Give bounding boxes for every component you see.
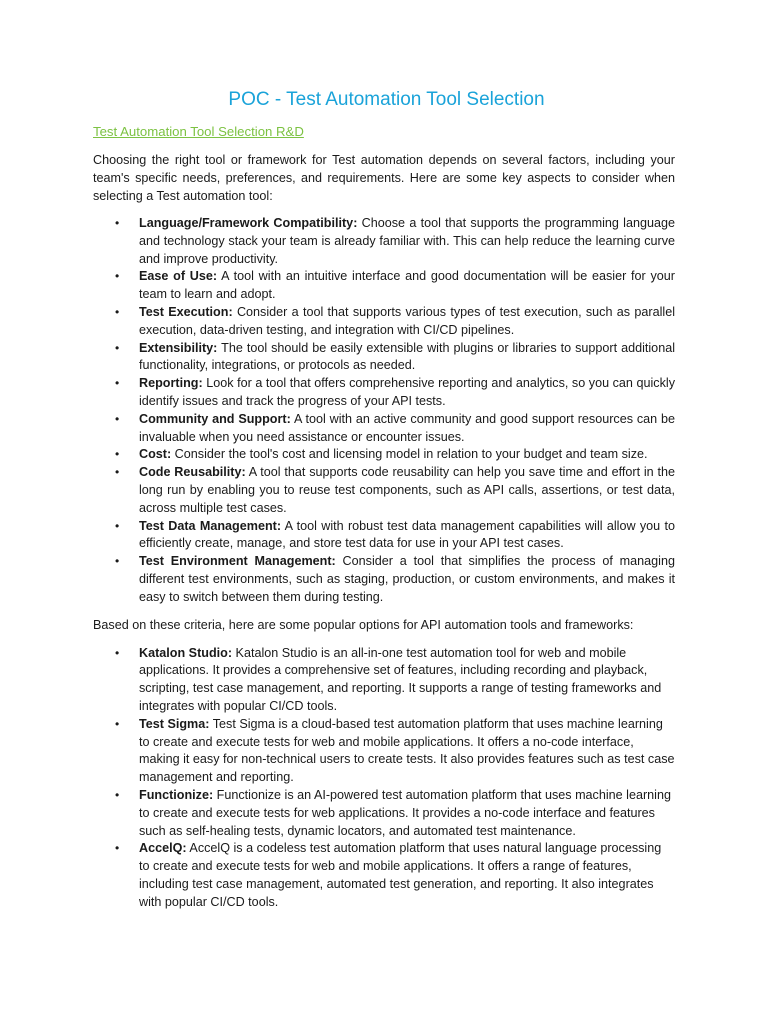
bullet-icon: • — [115, 841, 120, 856]
tool-text: AccelQ is a codeless test automation platform that uses natural language processing to create and execute tests for web and mobile applications. It offers a range of features, including test case management, automated test generation, and reporting. It also integrates with popular CI/CD tools. — [139, 841, 662, 909]
criteria-list — [93, 215, 675, 607]
bullet-icon: • — [115, 411, 120, 426]
criteria-term: Language/Framework Compatibility: — [139, 216, 358, 230]
list-item — [115, 340, 675, 376]
bullet-icon: • — [115, 465, 120, 480]
bullet-icon: • — [115, 518, 120, 533]
tools-list — [93, 645, 675, 912]
criteria-term: Reporting: — [139, 376, 203, 391]
tool-term: Test Sigma: — [139, 716, 210, 731]
criteria-text: Choose a tool that supports the programming language and technology stack your team is already familiar with. This can help reduce the learning curve and improve productivity. — [139, 216, 676, 266]
criteria-term: Ease of Use: — [139, 269, 218, 284]
list-item — [115, 840, 675, 911]
criteria-term: Code Reusability: — [139, 465, 246, 480]
tool-term: AccelQ: — [139, 841, 187, 856]
tool-text: Katalon Studio is an all-in-one test automation tool for web and mobile applications. It provides a comprehensive set of features, including recording and playback, scripting, test case management, and reporting. It supports a range of testing frameworks and integrates with popular CI/CD tools. — [139, 645, 662, 713]
bullet-icon: • — [115, 554, 120, 569]
bullet-icon: • — [115, 716, 120, 731]
criteria-term: Cost: — [139, 447, 172, 462]
criteria-text: The tool should be easily extensible with plugins or libraries to support additional functionality, integrations, or protocols as needed. — [139, 340, 675, 373]
tool-term: Katalon Studio: — [139, 645, 233, 660]
list-item — [115, 215, 676, 268]
criteria-term: Test Environment Management: — [139, 554, 336, 569]
criteria-term: Test Execution: — [139, 304, 233, 319]
bullet-icon: • — [115, 787, 120, 802]
bullet-icon: • — [115, 304, 120, 319]
list-item — [115, 716, 675, 787]
list-item — [115, 268, 675, 304]
tool-term: Functionize: — [139, 787, 214, 802]
list-item — [115, 518, 675, 554]
bullet-icon: • — [115, 447, 120, 462]
criteria-term: Community and Support: — [139, 411, 291, 426]
tool-text: Functionize is an AI-powered test automation platform that uses machine learning to create and execute tests for web applications. It provides a no-code interface and features such as self-healing tests, dynamic locators, and automated test maintenance. — [139, 787, 671, 838]
criteria-term: Extensibility: — [139, 340, 218, 355]
bullet-icon: • — [115, 216, 120, 230]
list-item — [115, 375, 675, 411]
tool-text: Test Sigma is a cloud-based test automation platform that uses machine learning to create and execute tests for web and mobile applications. It offers a no-code interface, making it easy for non-technical users to create tests. It also provides features such as test case management and reporting. — [139, 716, 675, 785]
bullet-icon: • — [115, 269, 120, 284]
criteria-text: Consider a tool that supports various types of test execution, such as parallel execution, data-driven testing, and integration with CI/CD pipelines. — [139, 304, 675, 337]
criteria-text: A tool with robust test data management capabilities will allow you to efficiently create, manage, and store test data for use in your API test cases. — [139, 518, 675, 551]
list-item — [115, 787, 675, 840]
list-item — [115, 446, 675, 464]
bullet-icon: • — [115, 376, 120, 391]
criteria-text: Look for a tool that offers comprehensive reporting and analytics, so you can quickly identify issues and track the progress of your API tests. — [139, 376, 675, 408]
list-item — [115, 411, 675, 447]
bullet-icon: • — [115, 645, 120, 660]
list-item — [115, 464, 675, 517]
criteria-text: A tool with an intuitive interface and good documentation will be easier for your team to learn and adopt. — [139, 269, 675, 302]
bullet-icon: • — [115, 340, 120, 355]
criteria-text: A tool with an active community and good support resources can be invaluable when you need assistance or encounter issues. — [139, 411, 675, 444]
page-title: POC - Test Automation Tool Selection — [228, 89, 545, 110]
list-item — [115, 553, 675, 606]
section-subtitle: Test Automation Tool Selection R&D — [93, 124, 304, 139]
list-item — [115, 645, 675, 716]
criteria-text: A tool that supports code reusability can help you save time and effort in the long run by enabling you to reuse test components, such as API calls, assertions, or test data, across multiple test cases. — [139, 465, 675, 515]
list-item — [115, 304, 675, 340]
criteria-text: Consider the tool's cost and licensing model in relation to your budget and team size. — [171, 447, 648, 462]
options-intro-paragraph: Based on these criteria, here are some popular options for API automation tools and frameworks: — [93, 617, 634, 632]
criteria-term: Test Data Management: — [139, 518, 282, 533]
criteria-text: Consider a tool that simplifies the process of managing different test environments, such as staging, production, or custom environments, and makes it easy to switch between them during testing. — [139, 554, 675, 604]
intro-paragraph: Choosing the right tool or framework for Test automation depends on several factors, including your team's specific needs, preferences, and requirements. Here are some key aspects to consider when selecting a Test automation tool: — [93, 153, 675, 203]
